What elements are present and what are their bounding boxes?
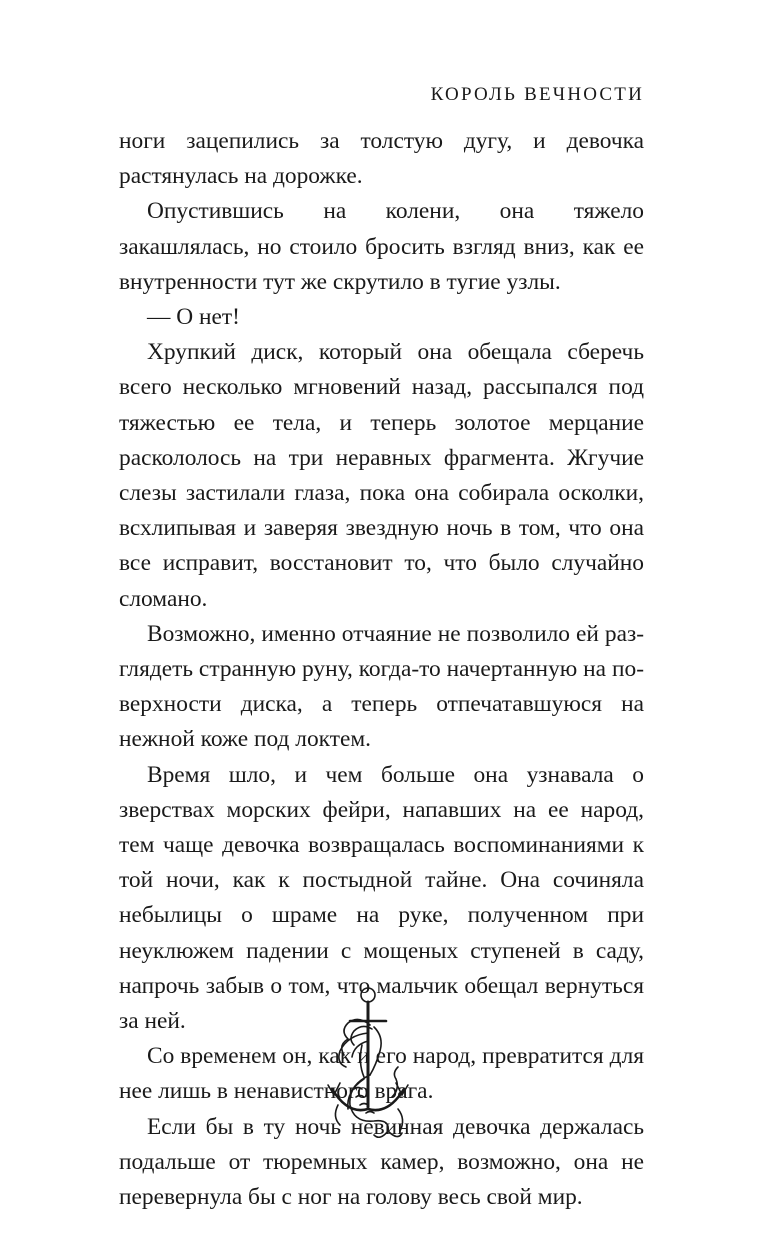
anchor-mermaid-icon	[318, 985, 418, 1145]
paragraph: ноги зацепились за толстую дугу, и девочка растянулась на дорожке.	[119, 128, 644, 190]
paragraph: Опустившись на колени, она тяжело закашлялась, но стоило бросить взгляд вниз, как ее внутренности тут же скрутило в тугие узлы.	[119, 198, 644, 295]
running-header: КОРОЛЬ ВЕЧНОСТИ	[430, 84, 644, 105]
paragraph: Время шло, и чем больше она узнавала о зверствах морских фейри, напавших на ее народ, тем чаще девочка возвращалась воспоминаниями к той ночи, как к постыдной тайне. Она сочиняла небылицы о шраме на руке, полученном при неуклюжем падении с мощеных ступеней в саду, напрочь забыв о том, что мальчик обещал вернуться за ней.	[119, 761, 644, 1035]
paragraph: Возможно, именно отчаяние не позволило ей разглядеть странную руну, когда-то начертанную на поверхности диска, а теперь отпечатавшуюся на нежной коже под локтем.	[119, 620, 644, 753]
paragraph: Если бы в ту ночь невинная девочка держалась подальше от тюремных камер, возможно, она не перевернула бы с ног на голову весь свой мир.	[119, 1113, 644, 1211]
paragraph: Хрупкий диск, который она обещала сберечь всего несколько мгновений назад, рассыпался под тяжестью ее тела, и теперь золотое мерцание раскололось на три неравных фрагмента. Жгучие слезы застилали глаза, пока она собирала осколки, всхлипывая и заверяя звездную ночь в том, что она все исправит, восстановит то, что было случайно сломано.	[119, 339, 644, 612]
paragraph: Со временем он, как и его народ, превратится для нее лишь в ненавистного врага.	[119, 1043, 644, 1105]
paragraph: — О нет!	[147, 304, 240, 331]
